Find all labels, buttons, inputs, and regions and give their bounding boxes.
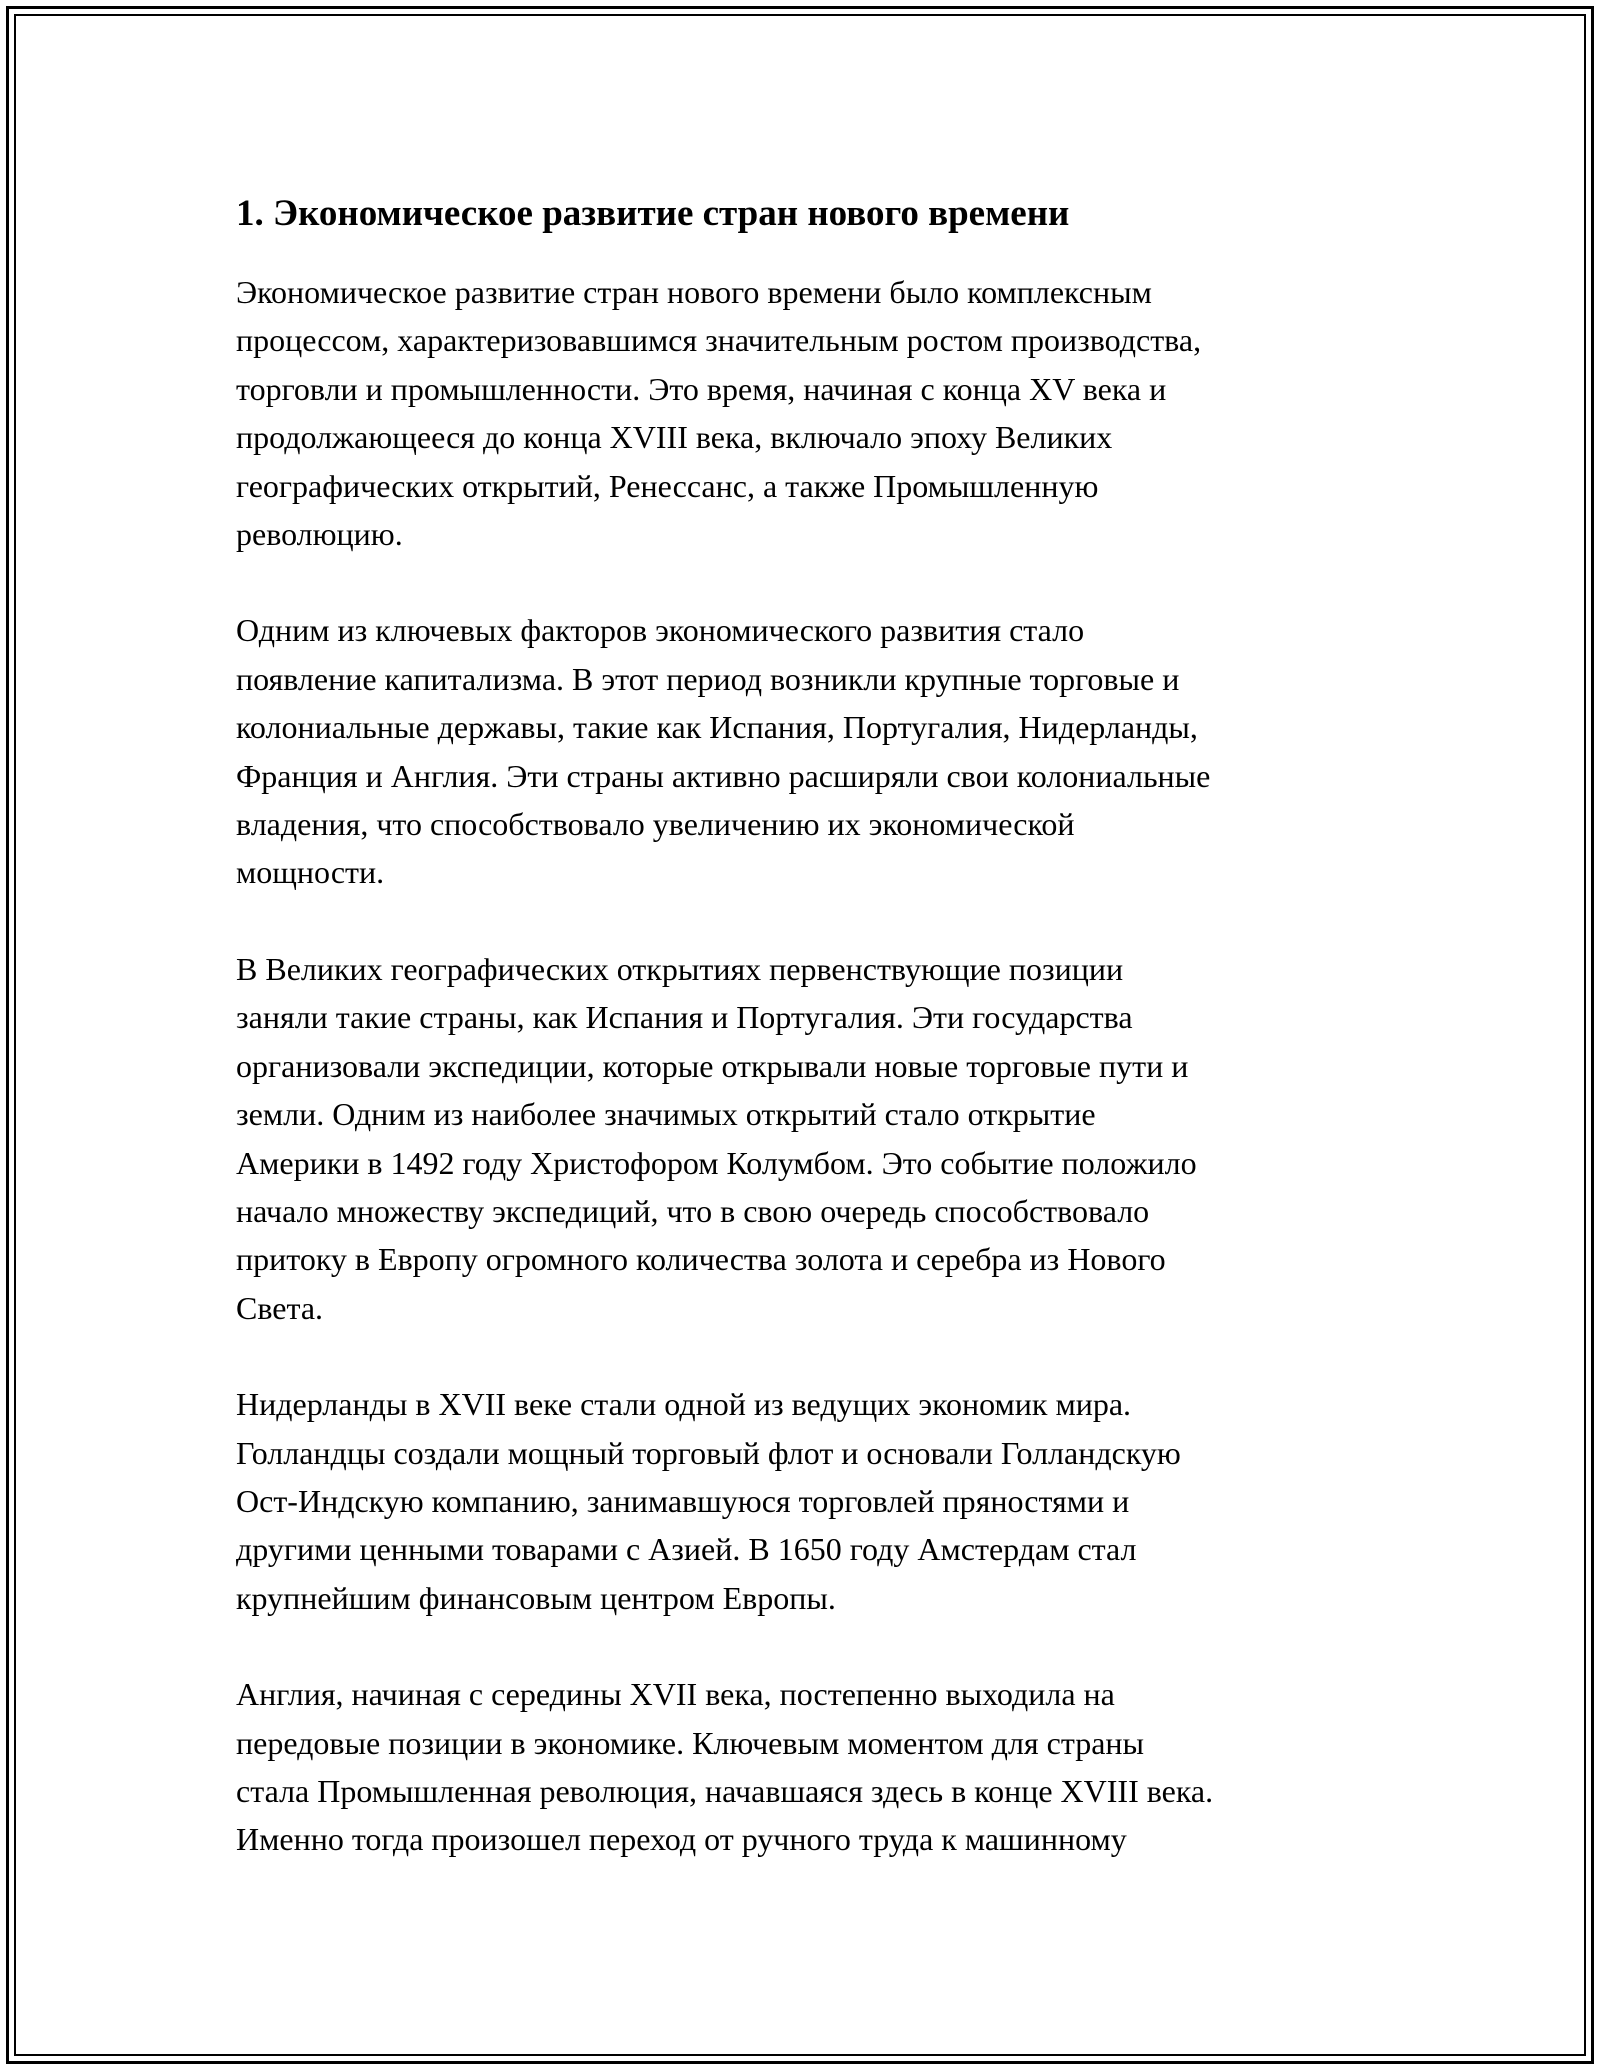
document-body [236, 180, 1366, 1912]
text-line: земли. Одним из наиболее значимых открытий стало открытие [236, 1096, 1096, 1133]
text-line: мощности. [236, 854, 385, 891]
text-line: Одним из ключевых факторов экономического развития стало [236, 612, 1085, 649]
text-line: крупнейшим финансовым центром Европы. [236, 1579, 836, 1616]
text-line: Голландцы создали мощный торговый флот и основали Голландскую [236, 1434, 1181, 1471]
text-line: Именно тогда произошел переход от ручного труда к машинному [236, 1821, 1127, 1858]
text-line: продолжающееся до конца XVIII века, включало эпоху Великих [236, 419, 1113, 456]
text-line: Франция и Англия. Эти страны активно расширяли свои колониальные [236, 757, 1211, 794]
text-line: передовые позиции в экономике. Ключевым моментом для страны [236, 1724, 1145, 1761]
text-line: Нидерланды в XVII веке стали одной из ведущих экономик мира. [236, 1386, 1132, 1423]
paragraph-5 [236, 1670, 1366, 1864]
text-line: Англия, начиная с середины XVII века, постепенно выходила на [236, 1676, 1115, 1713]
text-line: Ост-Индскую компанию, занимавшуюся торговлей пряностями и [236, 1482, 1130, 1519]
text-line: заняли такие страны, как Испания и Португалия. Эти государства [236, 999, 1133, 1036]
text-line: притоку в Европу огромного количества золота и серебра из Нового [236, 1241, 1166, 1278]
text-line: другими ценными товарами с Азией. В 1650 году Амстердам стал [236, 1531, 1137, 1568]
text-line: географических открытий, Ренессанс, а также Промышленную [236, 467, 1099, 504]
text-line: Света. [236, 1289, 324, 1326]
text-line: организовали экспедиции, которые открывали новые торговые пути и [236, 1047, 1189, 1084]
text-line: В Великих географических открытиях первенствующие позиции [236, 950, 1124, 987]
text-line: революцию. [236, 516, 403, 553]
text-line: Экономическое развитие стран нового времени было комплексным [236, 274, 1152, 310]
text-line: появление капитализма. В этот период возникли крупные торговые и [236, 660, 1180, 697]
text-line: колониальные державы, такие как Испания, Португалия, Нидерланды, [236, 709, 1198, 746]
paragraph-4 [236, 1380, 1366, 1622]
text-line: торговли и промышленности. Это время, начиная с конца XV века и [236, 370, 1167, 407]
paragraph-2 [236, 606, 1366, 896]
paragraph-1 [236, 268, 1366, 558]
text-line: процессом, характеризовавшимся значительным ростом производства, [236, 322, 1202, 359]
document-heading: 1. Экономическое развитие стран нового времени [236, 193, 1070, 234]
text-line: стала Промышленная революция, начавшаяся здесь в конце XVIII века. [236, 1772, 1214, 1809]
paragraph-3 [236, 945, 1366, 1332]
text-line: владения, что способствовало увеличению их экономической [236, 806, 1075, 843]
text-line: начало множеству экспедиций, что в свою очередь способствовало [236, 1192, 1150, 1229]
text-line: Америки в 1492 году Христофором Колумбом. Это событие положило [236, 1144, 1197, 1181]
